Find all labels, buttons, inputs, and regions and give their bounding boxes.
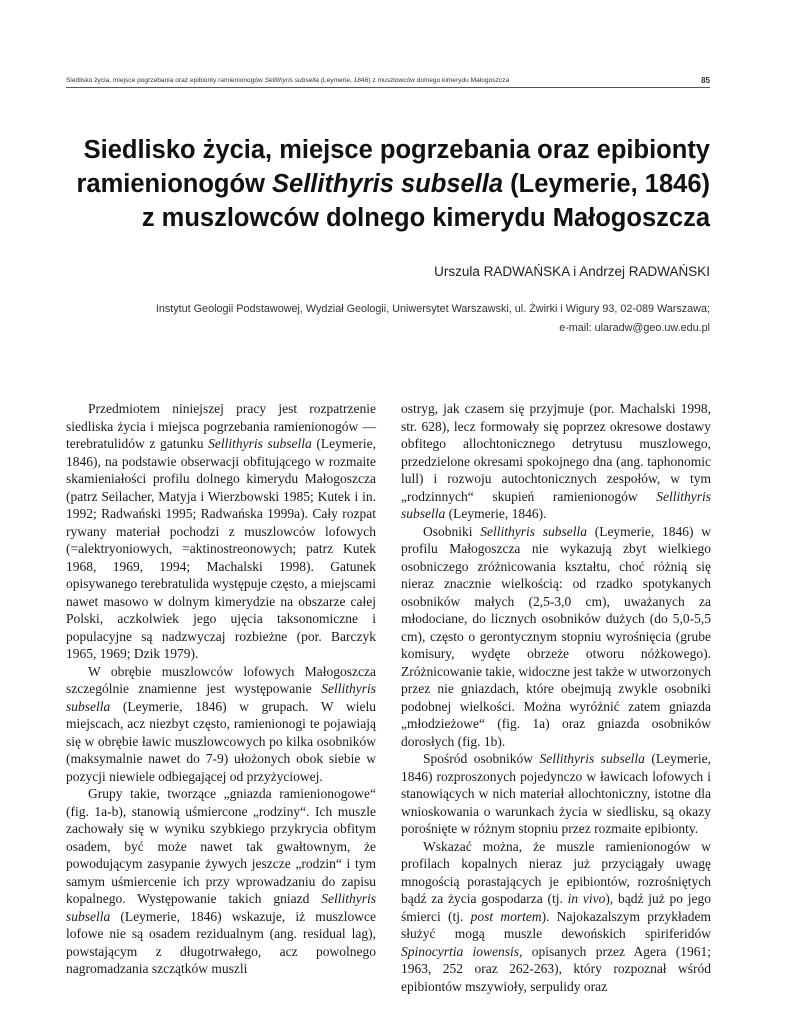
paragraph: ostryg, jak czasem się przyjmuje (por. Machalski 1998, str. 628), lecz formowały się poprzez okresowe dostawy obfitego allochtonicznego detrytusu muszlowego, przedzielone okresami spokojnego dna (ang. taphonomic lull) i rozwoju autochtonicznych zespołów, w tym „rodzinnych“ skupień ramienionogów Sellithyris subsella (Leymerie, 1846). <box>401 401 711 521</box>
paragraph: Wskazać można, że muszle ramienionogów w profilach kopalnych nieraz już przyciągały uwagę mnogością porastających je epibiontów, rozrośniętych bądź za życia gospodarza (tj. in vivo), bądź już po jego śmierci (tj. post mortem). Najokazalszym przykładem służyć mogą muszle dewońskich spiriferidów Spinocyrtia iowensis, opisanych przez Agera (1961; 1963, 252 oraz 262-263), który rozpoznał wśród epibiontów mszywioły, serpulidy oraz <box>401 838 711 994</box>
paragraph: Spośród osobników Sellithyris subsella (Leymerie, 1846) rozproszonych pojedynczo w ławicach lofowych i stanowiących w nich materiał allochtoniczny, istotne dla wnioskowania o warunkach życia w siedlisku, są okazy porośnięte w różnym stopniu przez rozmaite epibionty. <box>401 751 711 836</box>
article-title: Siedlisko życia, miejsce pogrzebania oraz epibionty ramienionogów Sellithyris subsella (Leymerie, 1846) z muszlowców dolnego kimerydu Małogoszcza <box>76 136 710 232</box>
right-column <box>401 400 711 995</box>
running-head <box>66 76 710 88</box>
page-number: 85 <box>701 76 710 85</box>
paragraph: Przedmiotem niniejszej pracy jest rozpatrzenie siedliska życia i miejsca pogrzebania ramienionogów — terebratulidów z gatunku Sellithyris subsella (Leymerie, 1846), na podstawie obserwacji obfitującego w rozmaite skamieniałości profilu dolnego kimerydu Małogoszcza (patrz Seilacher, Matyja i Wierzbowski 1985; Kutek i in. 1992; Radwański 1995; Radwańska 1999a). Cały rozpat rywany materiał pochodzi z muszlowców lofowych (=alektryoniowych, =aktinostreonowych; patrz Kutek 1968, 1969, 1994; Machalski 1998). Gatunek opisywanego terebratulida występuje często, a miejscami nawet masowo w dolnym kimerydzie na obszarze całej Polski, aczkolwiek jego ujęcia taksonomiczne i populacyjne są nadzwyczaj rozbieżne (por. Barczyk 1965, 1969; Dzik 1979). <box>66 401 376 661</box>
authors: Urszula RADWAŃSKA i Andrzej RADWAŃSKI <box>434 264 710 279</box>
running-title: Siedlisko życia, miejsce pogrzebania oraz epibionty ramienionogów Sellithyris subsella (Leymerie, 1846) z muszlowców dolnego kimerydu Małogoszcza <box>66 77 510 84</box>
affiliation-email: e-mail: ularadw@geo.uw.edu.pl <box>559 322 710 334</box>
left-column <box>66 400 376 978</box>
paragraph: W obrębie muszlowców lofowych Małogoszcza szczególnie znamienne jest występowanie Sellithyris subsella (Leymerie, 1846) w grupach. W wielu miejscach, acz niezbyt często, ramienionogi te pojawiają się w obrębie ławic muszlowcowych po kilka osobników (maksymalnie nawet do 7-9) ułożonych obok siebie w pozycji niewiele odbiegającej od przyżyciowej. <box>66 663 376 784</box>
affiliation <box>130 300 710 338</box>
paragraph: Grupy takie, tworzące „gniazda ramienionogowe“ (fig. 1a-b), stanowią uśmiercone „rodziny“. Ich muszle zachowały się w wyniku szybkiego przykrycia obfitym osadem, być może nawet tak gwałtownym, że powodującym zasypanie żywych jeszcze „rodzin“ i tym samym uśmiercenie ich przy wprowadzaniu do zapisu kopalnego. Występowanie takich gniazd Sellithyris subsella (Leymerie, 1846) wskazuje, iż muszlowce lofowe nie są osadem rezidualnym (ang. residual lag), powstającym z długotrwałego, acz powolnego nagromadzania szczątków muszli <box>66 786 376 976</box>
paragraph: Osobniki Sellithyris subsella (Leymerie, 1846) w profilu Małogoszcza nie wykazują zbyt wielkiego osobniczego zróżnicowania kształtu, choć różnią się nieraz znacznie wielkością: od rzadko spotykanych osobników małych (2,5-3,0 cm), uważanych za młodociane, do licznych osobników dużych (do 5,0-5,5 cm), często o gerontycznym stopniu wyrośnięcia (grube komisury, wydęte obrzeże otworu nóżkowego). Zróżnicowanie takie, widoczne jest także w utworzonych przez nie gniazdach, które obejmują zwykle osobniki podobnej wielkości. Można wyróżnić zatem gniazda „młodzieżowe“ (fig. 1a) oraz gniazda osobników dorosłych (fig. 1b). <box>401 523 711 749</box>
affiliation-address: Instytut Geologii Podstawowej, Wydział Geologii, Uniwersytet Warszawski, ul. Żwirki i Wigury 93, 02-089 Warszawa; <box>155 303 710 315</box>
